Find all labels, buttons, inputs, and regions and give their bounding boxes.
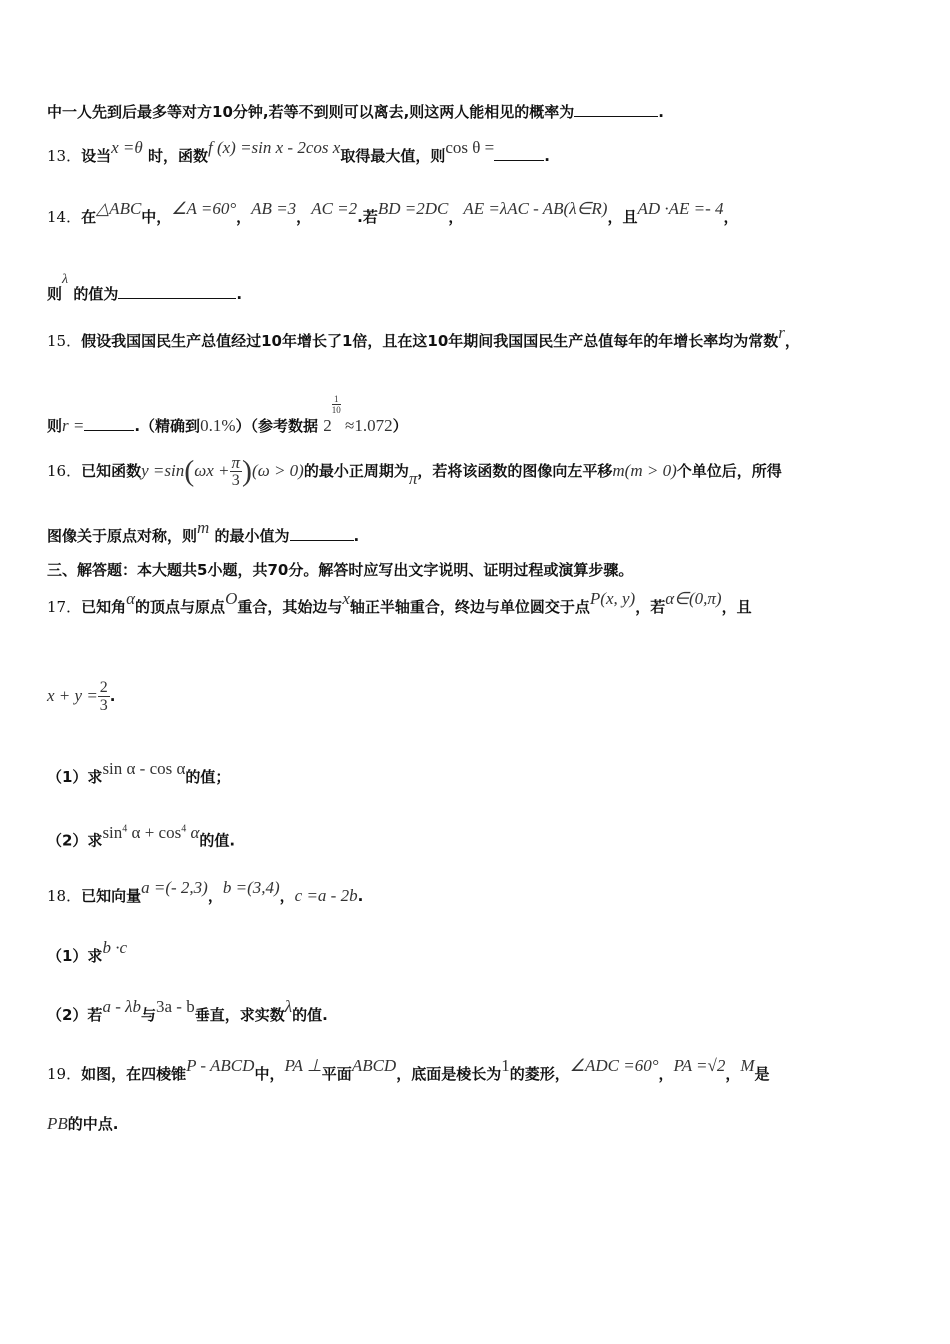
q15-text-1: 假设我国国民生产总值经过10年增长了1倍，且在这10年期间我国国民生产总值每年的年增长率均为常数 <box>81 332 779 350</box>
q17-p2-exp-2: 4 <box>181 823 187 834</box>
q16-l2-text-3: . <box>353 527 360 545</box>
q18-p2-text-3: 的值. <box>292 1006 328 1024</box>
q14-text-2: 中， <box>141 208 172 226</box>
answer-blank <box>494 146 544 161</box>
q19-math-6: PA =√2 <box>673 1056 726 1075</box>
q19-text-8: 是 <box>754 1065 770 1083</box>
q15-power-rest: ≈1.072 <box>344 416 393 435</box>
question-15 <box>47 323 800 351</box>
q18-p2-text-1: 与 <box>140 1006 156 1024</box>
q18-text-2: ， <box>207 887 223 905</box>
q17-eq-end: . <box>109 687 116 705</box>
question-number: 19． <box>47 1065 82 1083</box>
part-label: （1）求 <box>47 947 103 965</box>
section-3-heading <box>47 560 633 580</box>
q15-l2-text-2: .（精确到 <box>134 417 201 435</box>
q17-text-1: 已知角 <box>81 598 127 616</box>
q15-l2-text-4: ） <box>392 417 408 435</box>
frac-numerator: 2 <box>99 679 108 696</box>
q14-text-4: ， <box>296 208 312 226</box>
question-15-line-2 <box>47 394 408 436</box>
q15-power-expr <box>323 394 393 435</box>
header-line: 中一人先到后最多等对方10分钟,若等不到则可以离去,则这两人能相见的概率为 . <box>47 103 664 121</box>
q18-text-4: . <box>357 887 364 905</box>
q17-text-4: 轴正半轴重合，终边与单位圆交于点 <box>349 598 590 616</box>
q18-p2-text-2: 垂直，求实数 <box>194 1006 285 1024</box>
q16-math-2: (ω > 0) <box>252 461 304 480</box>
q14-text-1: 在 <box>81 208 97 226</box>
q19-text-1: 如图，在四棱锥 <box>81 1065 187 1083</box>
q17-p2-cos: α + cos <box>131 822 182 842</box>
q17-eq-left: x + y = <box>47 686 98 705</box>
q14-text-7: ，且 <box>607 208 638 226</box>
q15-l2-math-2: 0.1% <box>200 416 236 435</box>
left-paren: ( <box>184 454 195 488</box>
q17-p2-math <box>102 823 199 842</box>
question-19-line-2 <box>47 1114 118 1134</box>
answer-blank <box>574 102 658 117</box>
q17-p2-sin: sin <box>102 822 123 842</box>
q14-text-3: ， <box>236 208 252 226</box>
q17-p1-math: sin α - cos α <box>102 759 186 778</box>
q17-p1-text: 的值； <box>185 768 231 786</box>
q14-math-3: AB =3 <box>251 199 297 218</box>
q17-math-3: x <box>342 589 350 608</box>
question-18-part-1 <box>47 938 127 966</box>
part-label: （2）若 <box>47 1006 103 1024</box>
right-paren: ) <box>242 454 253 488</box>
q14-math-4: AC =2 <box>311 199 358 218</box>
q19-l2-text-1: 的中点. <box>67 1115 119 1133</box>
q16-text-4: 个单位后，所得 <box>676 462 782 480</box>
q15-exp-num: 1 <box>332 394 341 405</box>
q14-l2-text-3: . <box>236 285 243 303</box>
q16-math-1: y =sin <box>141 461 185 480</box>
question-16-line-2 <box>47 518 360 546</box>
q14-text-8: ， <box>723 208 739 226</box>
q18-math-1: a =(- 2,3) <box>141 878 208 897</box>
question-number: 18． <box>47 887 82 905</box>
q14-l2-text-2: 的值为 <box>73 285 119 303</box>
q16-math-inner: ωx + <box>194 461 230 480</box>
question-number: 14． <box>47 208 82 226</box>
q15-math-1: r <box>778 323 785 342</box>
q19-text-3: 平面 <box>321 1065 352 1083</box>
q15-l2-text-3: ）（参考数据 <box>235 417 318 435</box>
q16-math-4: m(m > 0) <box>612 461 677 480</box>
q13-text-1: 设当 <box>81 147 112 165</box>
question-13 <box>47 138 550 166</box>
question-number: 13． <box>47 147 82 165</box>
q13-math-2: f (x) =sin x - 2cos x <box>207 138 341 157</box>
q18-p2-math-3: λ <box>284 997 293 1016</box>
q15-l2-math-1: r = <box>62 416 85 435</box>
q15-text-2: ， <box>784 332 800 350</box>
question-17-condition <box>47 676 116 716</box>
q16-text-3: ，若将该函数的图像向左平移 <box>417 462 613 480</box>
q16-text-1: 已知函数 <box>81 462 142 480</box>
q18-math-3: c =a - 2b <box>294 886 358 905</box>
q15-power-base: 2 <box>323 416 332 435</box>
q14-math-5: BD =2DC <box>377 199 449 218</box>
frac-denominator: 3 <box>99 697 108 714</box>
q17-math-5: α∈(0,π) <box>665 589 722 608</box>
q17-text-5: ，若 <box>635 598 666 616</box>
q18-p2-math-1: a - λb <box>102 997 141 1016</box>
q19-math-4: 1 <box>501 1056 510 1075</box>
q17-text-3: 重合，其始边与 <box>237 598 343 616</box>
q17-math-4: P(x, y) <box>589 589 636 608</box>
q13-math-1: x =θ <box>111 138 143 157</box>
q19-text-2: 中， <box>254 1065 285 1083</box>
q19-math-7: M <box>740 1056 755 1075</box>
section-3-text: 三、解答题：本大题共5小题，共70分。解答时应写出文字说明、证明过程或演算步骤。 <box>47 561 634 579</box>
question-17 <box>47 589 752 617</box>
q16-l2-text-1: 图像关于原点对称，则 <box>47 527 198 545</box>
q14-math-6: AE =λAC - AB(λ∈R) <box>463 199 608 218</box>
q19-text-7: ， <box>725 1065 741 1083</box>
question-18-part-2 <box>47 997 328 1025</box>
q13-text-4: . <box>544 147 550 165</box>
q14-l2-text-1: 则 <box>47 285 63 303</box>
q17-math-2: O <box>225 589 238 608</box>
q19-text-4: ，底面是棱长为 <box>396 1065 502 1083</box>
q19-l2-math-1: PB <box>47 1114 68 1133</box>
q17-p2-exp-1: 4 <box>122 823 128 834</box>
q17-text-2: 的顶点与原点 <box>135 598 226 616</box>
q17-fraction <box>98 679 110 714</box>
question-19 <box>47 1056 770 1084</box>
q16-l2-math-1: m <box>197 518 210 537</box>
q19-math-1: P - ABCD <box>186 1056 255 1075</box>
part-label: （1）求 <box>47 768 103 786</box>
q17-math-1: α <box>126 589 136 608</box>
q18-p2-math-2: 3a - b <box>155 997 195 1016</box>
q14-l2-math-1: λ <box>62 272 69 287</box>
answer-blank <box>84 416 134 431</box>
q14-text-5: .若 <box>357 208 378 226</box>
q19-math-2: PA ⊥ <box>284 1056 322 1075</box>
frac-denominator: 3 <box>231 472 240 489</box>
question-16 <box>47 449 782 494</box>
q19-text-5: 的菱形， <box>509 1065 570 1083</box>
q19-math-3: ABCD <box>351 1056 397 1075</box>
question-14-line-2 <box>47 272 243 306</box>
header-text: 中一人先到后最多等对方10分钟,若等不到则可以离去,则这两人能相见的概率为 <box>47 103 575 121</box>
q19-math-5: ∠ADC =60° <box>569 1056 659 1075</box>
question-18 <box>47 878 364 906</box>
q17-p2-text: 的值. <box>199 831 236 850</box>
question-17-part-2 <box>47 822 236 851</box>
q16-l2-text-2: 的最小值为 <box>214 527 290 545</box>
q13-text-3: 取得最大值，则 <box>340 147 446 165</box>
question-17-part-1 <box>47 759 231 787</box>
q18-p1-math: b ·c <box>102 938 127 957</box>
question-number: 15． <box>47 332 82 350</box>
q13-text-2: 时，函数 <box>147 147 208 165</box>
q17-p2-alpha: α <box>190 822 200 842</box>
q17-text-6: ，且 <box>721 598 752 616</box>
q16-math-3: π <box>408 469 418 488</box>
q18-text-1: 已知向量 <box>81 887 142 905</box>
q19-text-6: ， <box>658 1065 674 1083</box>
q16-fraction <box>230 454 243 489</box>
q15-l2-text-1: 则 <box>47 417 63 435</box>
q16-text-2: 的最小正周期为 <box>303 462 409 480</box>
frac-numerator: π <box>231 453 241 472</box>
q14-math-7: AD ·AE =- 4 <box>637 199 724 218</box>
q13-math-3: cos θ = <box>445 138 495 157</box>
q15-exp-den: 10 <box>331 405 341 415</box>
part-label: （2）求 <box>47 831 103 850</box>
q14-math-1: △ABC <box>96 199 142 218</box>
q15-power-exponent <box>332 394 341 415</box>
q18-text-3: ， <box>279 887 295 905</box>
question-number: 17． <box>47 598 82 616</box>
answer-blank <box>118 284 236 299</box>
question-number: 16． <box>47 462 82 480</box>
answer-blank <box>290 526 354 541</box>
q14-math-2: ∠A =60° <box>171 199 237 218</box>
question-14 <box>47 199 739 227</box>
q18-math-2: b =(3,4) <box>222 878 280 897</box>
q14-text-6: ， <box>448 208 464 226</box>
